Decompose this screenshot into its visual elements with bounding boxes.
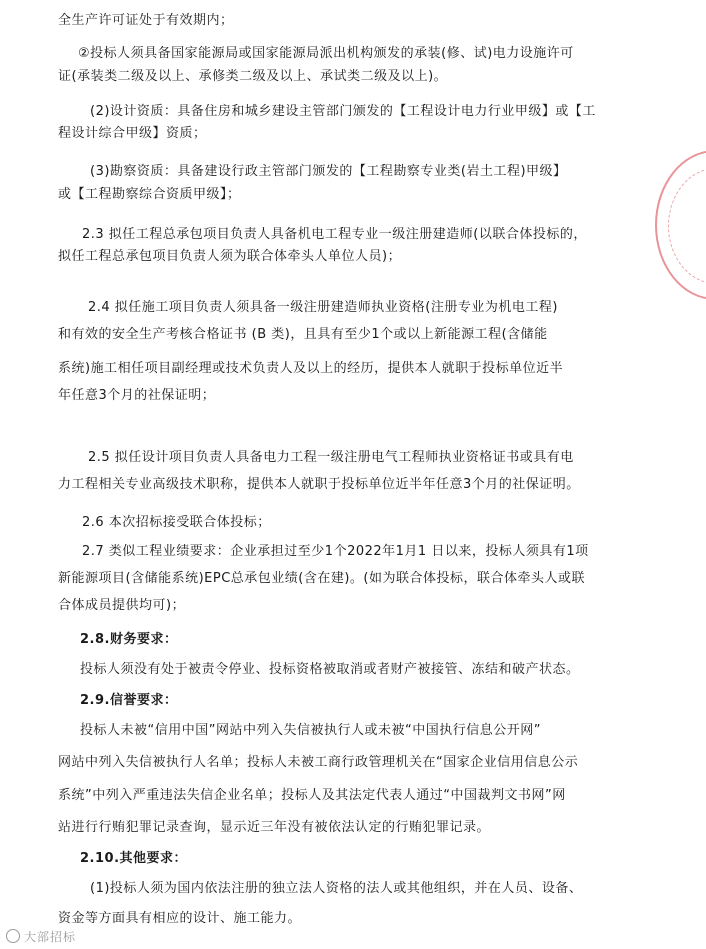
section-heading: 2.8.财务要求：: [80, 632, 178, 647]
text-line: 2.7 类似工程业绩要求：企业承担过至少1个2022年1月1 日以来，投标人须具有1项: [82, 544, 589, 559]
text-line: 投标人须没有处于被责令停业、投标资格被取消或者财产被接管、冻结和破产状态。: [80, 662, 580, 677]
text-line: 网站中列入失信被执行人名单；投标人未被工商行政管理机关在“国家企业信用信息公示: [58, 755, 579, 770]
text-line: 全生产许可证处于有效期内；: [58, 13, 234, 28]
text-line: 新能源项目(含储能系统)EPC总承包业绩(含在建)。(如为联合体投标，联合体牵头人或联: [58, 571, 585, 586]
text-line: 和有效的安全生产考核合格证书 (B 类)，且具有至少1个或以上新能源工程(含储能: [58, 327, 548, 342]
text-line: 站进行行贿犯罪记录查询，显示近三年没有被依法认定的行贿犯罪记录。: [58, 820, 491, 835]
watermark: [6, 928, 76, 945]
text-line: 力工程相关专业高级技术职称，提供本人就职于投标单位近半年任意3个月的社保证明。: [58, 477, 580, 492]
text-line: (3)勘察资质：具备建设行政主管部门颁发的【工程勘察专业类(岩土工程)甲级】: [90, 164, 567, 179]
text-line: 合体成员提供均可)；: [58, 598, 186, 613]
text-line: 系统)施工相任项目副经理或技术负责人及以上的经历，提供本人就职于投标单位近半: [58, 361, 564, 376]
text-line: 年任意3个月的社保证明；: [58, 388, 216, 403]
text-line: 拟任工程总承包项目负责人须为联合体牵头人单位人员)；: [58, 249, 402, 264]
text-line: 2.5 拟任设计项目负责人具备电力工程一级注册电气工程师执业资格证书或具有电: [88, 450, 574, 465]
text-line: (1)投标人须为国内依法注册的独立法人资格的法人或其他组织，并在人员、设备、: [90, 881, 583, 896]
text-line: 或【工程勘察综合资质甲级】；: [58, 187, 241, 202]
text-line: 证(承装类二级及以上、承修类二级及以上、承试类二级及以上)。: [58, 69, 448, 84]
text-line: 资金等方面具有相应的设计、施工能力。: [58, 911, 302, 926]
text-line: 2.4 拟任施工项目负责人须具备一级注册建造师执业资格(注册专业为机电工程): [88, 300, 558, 315]
text-line: 程设计综合甲级】资质；: [58, 126, 207, 141]
text-line: 系统”中列入严重违法失信企业名单；投标人及其法定代表人通过“中国裁判文书网”网: [58, 788, 566, 803]
text-line: 2.6 本次招标接受联合体投标；: [82, 515, 271, 530]
watermark-text: 大部招标: [24, 930, 77, 944]
text-line: 投标人未被“信用中国”网站中列入失信被执行人或未被“中国执行信息公开网”: [80, 723, 541, 738]
section-heading: 2.10.其他要求：: [80, 851, 188, 866]
text-line: ②投标人须具备国家能源局或国家能源局派出机构颁发的承装(修、试)电力设施许可: [78, 46, 574, 61]
watermark-logo-icon: [6, 929, 20, 943]
text-line: (2)设计资质：具备住房和城乡建设主管部门颁发的【工程设计电力行业甲级】或【工: [90, 104, 596, 119]
section-heading: 2.9.信誉要求：: [80, 693, 178, 708]
text-line: 2.3 拟任工程总承包项目负责人具备机电工程专业一级注册建造师(以联合体投标的，: [82, 227, 587, 242]
